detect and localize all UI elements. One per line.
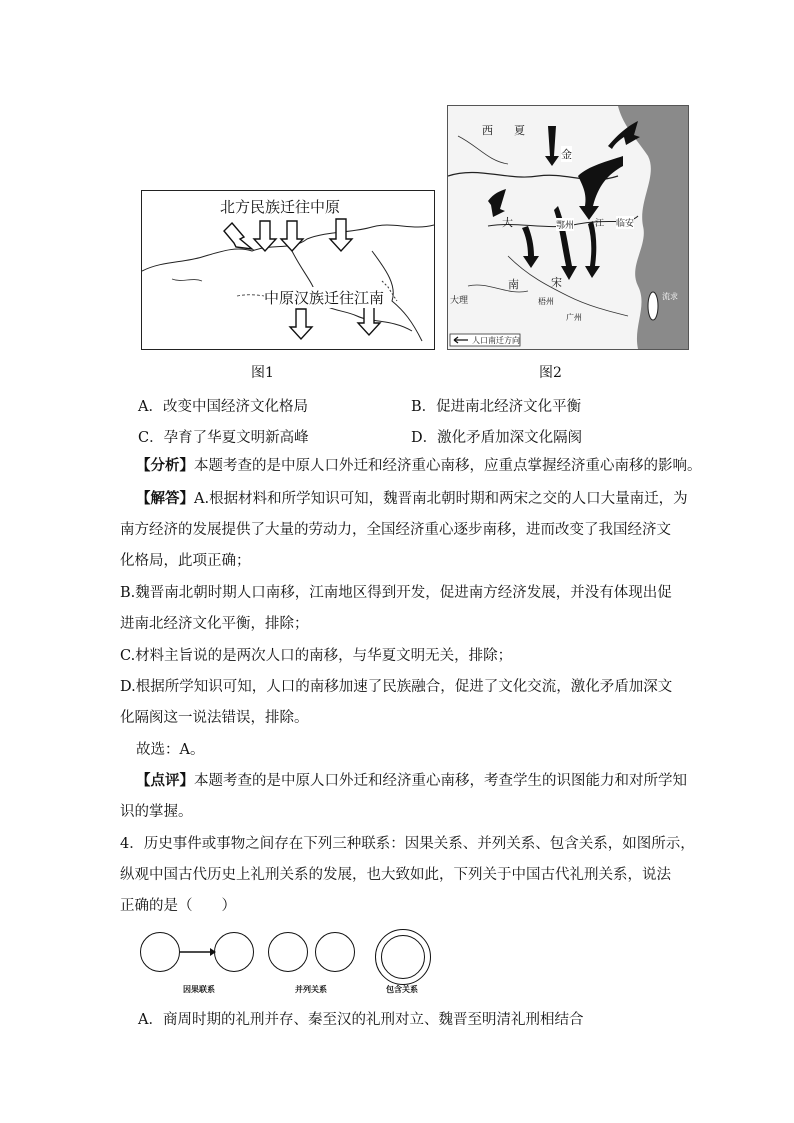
answer-b-line-1: B.魏晋南北朝时期人口南移，江南地区得到开发，促进南方经济发展，并没有体现出促 xyxy=(120,585,672,601)
comment-text-1: 本题考查的是中原人口外迁和经济重心南移，考查学生的识图能力和对所学知 xyxy=(194,773,687,789)
answer-line-2: 南方经济的发展提供了大量的劳动力，全国经济重心逐步南移，进而改变了我国经济文 xyxy=(120,522,671,538)
figure-2-legend: 人口南迁方向 xyxy=(472,336,520,345)
answer-choice: 故选：A。 xyxy=(136,742,205,758)
answer-d-line-2: 化隔阂这一说法错误，排除。 xyxy=(120,710,309,726)
figure-1-label-north: 北方民族迁往中原 xyxy=(220,198,341,216)
label-containment: 包含关系 xyxy=(386,984,418,994)
analysis-line xyxy=(136,456,702,476)
answer-b-line-2: 进南北经济文化平衡，排除； xyxy=(120,616,309,632)
analysis-tag: 【分析】 xyxy=(136,457,194,474)
place-wuzhou: 梧州 xyxy=(538,297,554,306)
q4-line-2: 纵观中国古代历史上礼刑关系的发展，也大致如此，下列关于中国古代礼刑关系，说法 xyxy=(120,867,671,883)
south-arrows xyxy=(290,307,380,339)
answer-d-line-1: D.根据所学知识可知，人口的南移加速了民族融合，促进了文化交流，激化矛盾加深文 xyxy=(120,679,673,695)
place-da: 大 xyxy=(502,216,513,229)
comment-tag: 【点评】 xyxy=(136,772,194,789)
q4-line-3: 正确的是（ ） xyxy=(120,898,236,914)
analysis-text: 本题考查的是中原人口外迁和经济重心南移，应重点掌握经济重心南移的影响。 xyxy=(194,458,702,474)
option-c: C．孕育了华夏文明新高峰 xyxy=(138,430,309,446)
place-xi: 西 xyxy=(482,124,493,137)
parallel-circle-2 xyxy=(315,932,355,972)
figure-1-map xyxy=(141,190,435,350)
option-d: D．激化矛盾加深文化隔阂 xyxy=(411,430,583,446)
cause-circle-2 xyxy=(214,932,254,972)
place-xia: 夏 xyxy=(514,124,525,137)
label-causal: 因果联系 xyxy=(183,984,215,994)
figure-1-caption: 图1 xyxy=(251,365,274,381)
parallel-circle-1 xyxy=(268,932,308,972)
north-arrows xyxy=(224,219,352,251)
label-parallel: 并列关系 xyxy=(295,984,327,994)
comment-line-2: 识的掌握。 xyxy=(120,804,193,820)
place-dali: 大理 xyxy=(450,296,469,306)
figure-2-caption: 图2 xyxy=(539,365,562,381)
cause-circle-1 xyxy=(140,932,180,972)
q4-option-a: A．商周时期的礼刑并存、秦至汉的礼刑对立、魏晋至明清礼刑相结合 xyxy=(138,1012,584,1028)
answer-line-3: 化格局，此项正确； xyxy=(120,553,251,569)
place-jiang: 江 xyxy=(595,219,605,229)
place-ezhou: 鄂州 xyxy=(556,218,574,231)
option-a: A．改变中国经济文化格局 xyxy=(138,399,308,415)
place-nan: 南 xyxy=(508,278,519,291)
place-liuqiu: 流求 xyxy=(662,292,678,301)
figure-2-map xyxy=(447,105,689,350)
q4-line-1: 4．历史事件或事物之间存在下列三种联系：因果关系、并列关系、包含关系，如图所示， xyxy=(120,836,695,852)
comment-line-1 xyxy=(136,771,687,791)
containment-circle-inner xyxy=(381,935,425,979)
place-linan: 临安 xyxy=(616,216,634,229)
figure-1-label-south: 中原汉族迁往江南 xyxy=(264,289,385,307)
answer-text-1: A.根据材料和所学知识可知，魏晋南北朝时期和两宋之交的人口大量南迁，为 xyxy=(194,491,688,507)
place-song: 宋 xyxy=(551,276,562,289)
answer-c-line: C.材料主旨说的是两次人口的南移，与华夏文明无关，排除； xyxy=(120,648,513,664)
answer-tag: 【解答】 xyxy=(136,490,194,507)
answer-line-1 xyxy=(136,489,688,509)
place-guangzhou: 广州 xyxy=(566,313,582,322)
place-jin: 金 xyxy=(561,148,572,161)
option-b: B．促进南北经济文化平衡 xyxy=(411,399,582,415)
cause-arrow xyxy=(180,946,216,958)
